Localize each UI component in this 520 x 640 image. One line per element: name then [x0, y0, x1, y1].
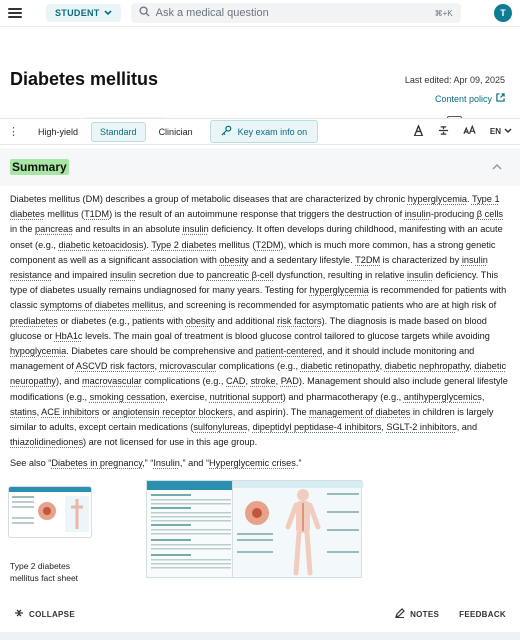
external-link-icon [496, 93, 505, 104]
glossary-link[interactable]: insulin resistance [10, 254, 488, 281]
text-segment: or diabetes (e.g., patients with [58, 315, 186, 326]
glossary-link[interactable]: obesity [185, 315, 215, 326]
summary-heading: Summary [12, 160, 67, 174]
glossary-link[interactable]: pancreatic β-cell [206, 270, 274, 281]
glossary-link[interactable]: insulin [110, 270, 137, 281]
font-size-icon[interactable] [413, 125, 424, 139]
top-bar [0, 0, 520, 27]
text-segment: ), which is much more common, has a strong genetic component as well as a significant association with [10, 239, 496, 265]
text-segment: and impaired [51, 270, 111, 281]
language-label: EN [489, 127, 501, 136]
collapse-icon [14, 608, 24, 620]
glossary-link[interactable]: PAD [280, 376, 299, 387]
glossary-link[interactable]: β cells [476, 209, 503, 220]
text-segment: or [99, 406, 113, 417]
text-segment: is recommended for patients with classic [10, 285, 507, 311]
figure-gallery [8, 480, 508, 600]
glossary-link[interactable]: antihyperglycemics [403, 391, 482, 402]
strikethrough-icon[interactable] [438, 125, 449, 139]
role-selector-button[interactable] [46, 4, 121, 22]
chevron-down-icon [504, 127, 512, 136]
collapse-button[interactable] [14, 608, 75, 620]
text-segment: , [381, 422, 387, 433]
glossary-link[interactable]: diabetic neuropathy [10, 361, 507, 387]
text-segment: , and it should include monitoring and management of [10, 346, 475, 372]
text-segment: . Diabetes care should be comprehensive and [66, 346, 256, 357]
text-segment: , [154, 361, 160, 372]
language-selector[interactable] [490, 127, 512, 136]
search-icon [139, 6, 150, 20]
text-segment: ). [143, 239, 152, 250]
glossary-link[interactable]: dipeptidyl peptidase-4 inhibitors [252, 422, 382, 433]
content-policy-label: Content policy [434, 93, 492, 104]
avatar[interactable]: T [494, 4, 512, 22]
text-segment: Diabetes mellitus (DM) describes a group of metabolic diseases that are characterized by chronic [10, 194, 408, 204]
glossary-link[interactable]: Type 2 diabetes [151, 239, 217, 250]
glossary-link[interactable]: risk factors [277, 315, 322, 326]
collapse-label: COLLAPSE [29, 609, 75, 619]
figure-anatomy-image[interactable] [232, 480, 362, 578]
text-segment: mellitus ( [216, 239, 256, 250]
glossary-link[interactable]: SGLT-2 inhibitors [386, 422, 457, 433]
figure-table-image[interactable] [146, 480, 236, 578]
text-segment: , [481, 391, 485, 402]
key-icon [221, 125, 232, 138]
text-segment: dysfunction, resulting in relative [273, 270, 408, 281]
glossary-link[interactable]: macrovascular [82, 376, 142, 387]
glossary-link[interactable]: obesity [219, 254, 249, 265]
summary-paragraph [10, 192, 510, 450]
content-policy-link[interactable] [435, 93, 505, 104]
glossary-link[interactable]: insulin [404, 209, 431, 220]
text-segment: is characterized by [380, 254, 462, 265]
glossary-link[interactable]: HbA1c [54, 330, 83, 341]
glossary-link[interactable]: microvascular [159, 361, 217, 372]
text-segment: .” [295, 458, 302, 469]
text-segment: and results in an absolute [72, 224, 183, 235]
text-segment: , [247, 422, 253, 433]
text-segment: and additional [214, 315, 278, 326]
section-footer [0, 600, 520, 628]
glossary-link[interactable]: prediabetes [10, 315, 59, 326]
glossary-link[interactable]: diabetic ketoacidosis [58, 239, 144, 250]
search-shortcut: ⌘+K [434, 8, 453, 18]
text-segment: , and [456, 422, 478, 433]
glossary-link[interactable]: ASCVD risk factors [75, 361, 155, 372]
glossary-link[interactable]: T1DM [84, 209, 110, 220]
text-segment: in children is largely similar to adults, except certain medications ( [10, 406, 494, 433]
text-segment: , [36, 406, 42, 417]
text-segment: ) and pharmacotherapy (e.g., [282, 391, 404, 402]
text-segment: mellitus ( [44, 209, 85, 220]
text-segment: ,” and “ [179, 458, 210, 469]
text-segment: -producing [430, 209, 477, 220]
glossary-link[interactable]: insulin [182, 224, 209, 235]
figure-thumbnail[interactable] [8, 486, 92, 538]
text-segment: deficiency. It often develops during childhood, manifesting with an acute onset (e.g., [10, 224, 503, 250]
text-segment: secretion due to [136, 270, 207, 281]
glossary-link[interactable]: management of diabetes [309, 406, 411, 417]
text-segment: , exercise, [165, 391, 210, 402]
text-segment: complications (e.g., [141, 376, 227, 387]
glossary-link[interactable]: symptoms of diabetes mellitus [40, 300, 164, 311]
dots-vertical-icon[interactable]: ⋮ [8, 126, 19, 138]
text-segment: , [275, 376, 281, 387]
text-segment: , and aspirin). The [232, 406, 310, 417]
text-segment: ) are not licensed for use in this age group. [83, 437, 258, 448]
role-label: STUDENT [55, 8, 100, 18]
glossary-link[interactable]: thiazolidinediones [10, 437, 84, 448]
summary-section-header[interactable] [0, 148, 520, 186]
text-segment: deficiency. This type of diabetes usually remains undiagnosed for many years. Testing for [10, 270, 499, 296]
text-segment: ). Management should also include general lifestyle modifications (e.g., [10, 376, 508, 402]
last-edited: Last edited: Apr 09, 2025 [404, 75, 505, 85]
page-title: Diabetes mellitus [10, 69, 159, 89]
summary-body [10, 192, 510, 472]
glossary-link[interactable]: Diabetes in pregnancy [51, 458, 143, 469]
text-segment: complications (e.g., [216, 361, 301, 372]
glossary-link[interactable]: diabetic retinopathy [300, 361, 380, 372]
tab-standard[interactable]: Standard [91, 122, 146, 142]
glossary-link[interactable]: sulfonylureas [193, 422, 248, 433]
search-placeholder: Ask a medical question [155, 7, 269, 19]
feedback-button[interactable]: FEEDBACK [459, 609, 506, 619]
tab-high-yield[interactable]: High-yield [38, 126, 79, 137]
glossary-link[interactable]: T2DM [255, 239, 281, 250]
text-segment: levels. The main goal of treatment is blood glucose control tailored to glucose targets while avoiding [82, 330, 490, 341]
glossary-link[interactable]: pancreas [35, 224, 73, 235]
glossary-link[interactable]: Hyperglycemic crises [209, 458, 296, 469]
glossary-link[interactable]: Type 1 diabetes [10, 194, 500, 220]
figure-caption: Type 2 diabetes mellitus fact sheet [10, 561, 79, 583]
glossary-link[interactable]: insulin [407, 270, 434, 281]
chevron-up-icon[interactable] [492, 162, 502, 173]
glossary-link[interactable]: T2DM [355, 254, 381, 265]
text-segment: See also “ [10, 458, 52, 469]
glossary-link[interactable]: diabetic nephropathy [384, 361, 470, 372]
key-exam-info-toggle[interactable] [210, 120, 319, 143]
text-size-icon[interactable] [463, 125, 476, 138]
text-segment: . [467, 194, 472, 204]
tab-clinician[interactable]: Clinician [158, 126, 193, 137]
glossary-link[interactable]: Insulin [153, 458, 180, 469]
glossary-link[interactable]: smoking cessation [89, 391, 166, 402]
see-also [10, 456, 510, 471]
text-segment: , [245, 376, 251, 387]
glossary-link[interactable]: stroke [250, 376, 276, 387]
text-segment: in the [10, 224, 36, 235]
text-segment: ,” “ [142, 458, 154, 469]
glossary-link[interactable]: patient-centered [255, 346, 323, 357]
text-segment: , and screening is recommended for asymptomatic patients who are at high risk of [163, 300, 497, 311]
key-exam-info-label: Key exam info on [237, 126, 308, 137]
text-segment: , [469, 361, 475, 372]
search-input[interactable] [131, 3, 461, 23]
article-toolbar [0, 118, 520, 145]
notes-button[interactable] [395, 608, 439, 620]
text-segment: ) is the result of an autoimmune response that triggers the destruction of [109, 209, 405, 220]
pen-icon [395, 608, 405, 620]
glossary-link[interactable]: angiotensin receptor blockers [112, 406, 233, 417]
glossary-link[interactable]: hyperglycemia [309, 285, 369, 296]
text-segment: , [379, 361, 385, 372]
text-segment: ), and [55, 376, 83, 387]
text-segment: ). The diagnosis is made based on blood glucose or [10, 315, 487, 341]
glossary-link[interactable]: ACE inhibitors [41, 406, 100, 417]
glossary-link[interactable]: nutritional support [209, 391, 283, 402]
notes-label: NOTES [410, 609, 440, 619]
text-segment: and a sedentary lifestyle. [248, 254, 356, 265]
chevron-down-icon [104, 8, 112, 18]
glossary-link[interactable]: CAD [226, 376, 246, 387]
glossary-link[interactable]: hyperglycemia [407, 194, 468, 204]
page-bottom-divider [0, 632, 520, 640]
hamburger-icon[interactable] [8, 8, 22, 18]
glossary-link[interactable]: statins [10, 406, 37, 417]
reading-tools [413, 125, 512, 139]
glossary-link[interactable]: hypoglycemia [10, 346, 67, 357]
